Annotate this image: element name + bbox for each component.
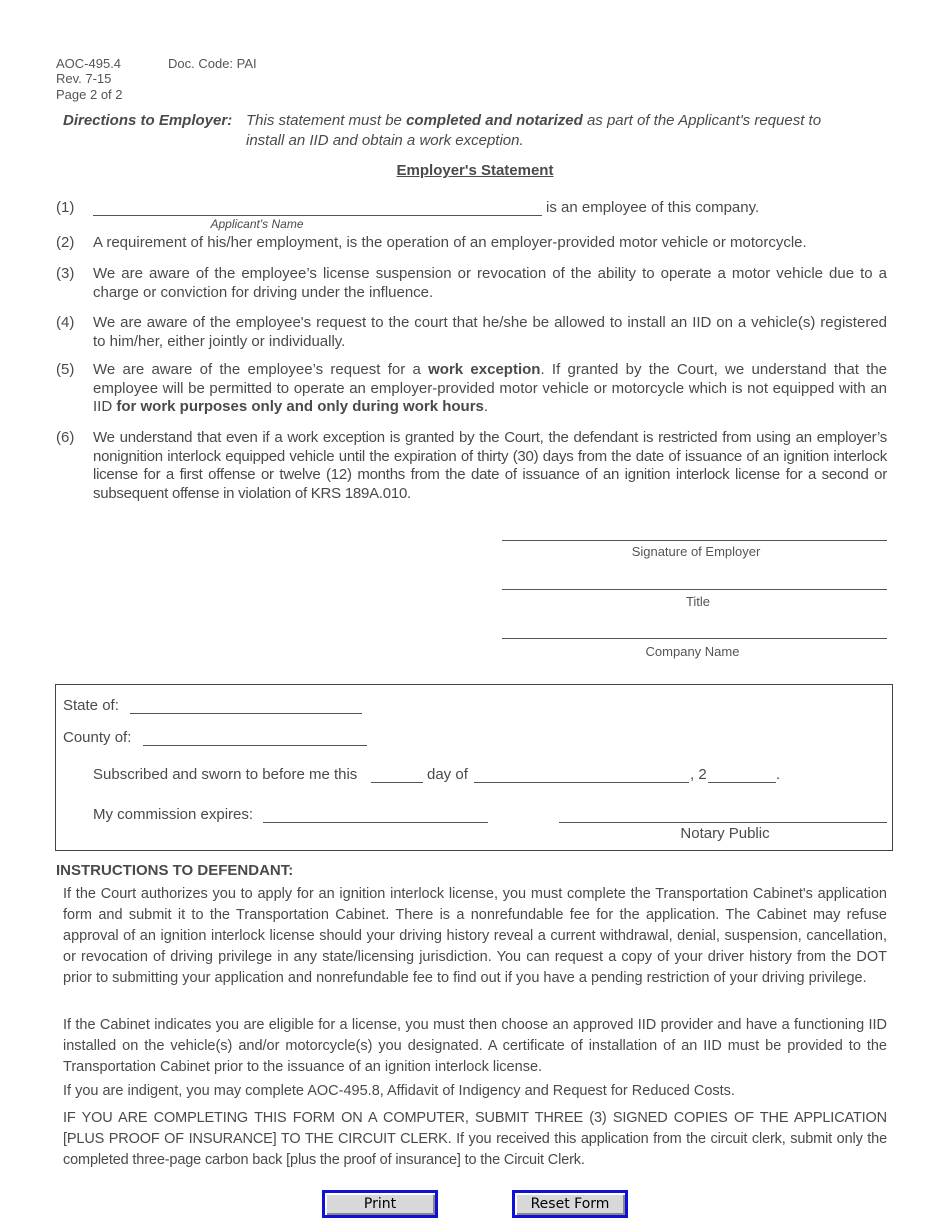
applicant-name-field[interactable] <box>93 215 542 216</box>
state-field[interactable] <box>130 713 362 714</box>
sworn-day-field[interactable] <box>371 782 423 783</box>
item-text: is an employee of this company. <box>546 199 760 216</box>
page-title: Employer's Statement <box>396 162 554 179</box>
county-label: County of: <box>63 729 132 746</box>
employer-signature-caption: Signature of Employer <box>631 544 761 559</box>
directions-label: Directions to Employer: <box>63 112 233 129</box>
instruction-paragraph: If the Court authorizes you to apply for an ignition interlock license, you must complete the Transportation Cabinet's application form and submit it to the Transportation Cabinet. There is a nonrefundable fee for the application. The Cabinet may refuse approval of an ignition interlock license should your driving history reveal a current withdrawal, denial, suspension, cancellation, or revocation of driving privilege in any state/licensing jurisdiction. You can request a copy of your driver history from the DOT prior to submitting your application and nonrefundable fee to find out if you have a pending restriction of your driving privilege. <box>63 886 887 986</box>
item-text: We are aware of the employee’s request for a work exception. If granted by the Court, we understand that the employee will be permitted to operate an employer-provided motor vehicle or motorcycle which is not equipped with an IID for work purposes only and only during work hours. <box>93 361 887 415</box>
instruction-paragraph: IF YOU ARE COMPLETING THIS FORM ON A COMPUTER, SUBMIT THREE (3) SIGNED COPIES OF THE APPLICATION [PLUS PROOF OF INSURANCE] TO THE CIRCUIT CLERK. If you received this application from the circuit clerk, submit only the completed three-page carbon back [plus the proof of insurance] to the Circuit Clerk. <box>63 1110 887 1168</box>
employer-title-field[interactable] <box>502 589 887 590</box>
commission-label: My commission expires: <box>93 806 254 823</box>
reset-form-button[interactable]: Reset Form <box>512 1190 628 1218</box>
sworn-month-field[interactable] <box>474 782 689 783</box>
company-name-field[interactable] <box>502 638 887 639</box>
item-number: (4) <box>56 314 75 331</box>
notary-public-caption: Notary Public <box>680 825 770 842</box>
item-text: We are aware of the employee's request to the court that he/she be allowed to install an IID on a vehicle(s) registered to him/her, either jointly or individually. <box>93 314 887 350</box>
company-name-caption: Company Name <box>645 644 740 659</box>
item-number: (3) <box>56 265 75 282</box>
page-number: Page 2 of 2 <box>56 87 123 102</box>
item-text: We understand that even if a work exception is granted by the Court, the defendant is restricted from using an employer’s nonignition interlock equipped vehicle until the expiration of thirty (30) days from the date of issuance of an ignition interlock license for a first offense or twelve (12) months from the date of issuance of an ignition interlock license for a second or subsequent offense in violation of KRS 189A.010. <box>93 429 887 502</box>
item-number: (5) <box>56 361 75 378</box>
item-number: (2) <box>56 234 75 251</box>
doc-code: Doc. Code: PAI <box>168 56 257 71</box>
sworn-year-prefix: , 2 <box>690 766 707 783</box>
instruction-paragraph: If the Cabinet indicates you are eligible for a license, you must then choose an approved IID provider and have a functioning IID installed on the vehicle(s) and/or motorcycle(s) you designated. A certificate of installation of an IID must be provided to the Transportation Cabinet prior to the issuance of an ignition interlock license. <box>63 1017 887 1075</box>
form-number: AOC-495.4 <box>56 56 122 71</box>
directions-text: This statement must be completed and notarized as part of the Applicant's request to install an IID and obtain a work exception. <box>246 112 822 149</box>
instructions-heading: INSTRUCTIONS TO DEFENDANT: <box>56 862 294 879</box>
commission-expires-field[interactable] <box>263 822 488 823</box>
item-text: We are aware of the employee’s license suspension or revocation of the ability to operate a motor vehicle due to a charge or conviction for driving under the influence. <box>93 265 887 301</box>
print-button[interactable]: Print <box>322 1190 438 1218</box>
item-number: (6) <box>56 429 75 446</box>
sworn-text: Subscribed and sworn to before me this <box>93 766 358 783</box>
notary-signature-field[interactable] <box>559 822 887 823</box>
sworn-day-of: day of <box>427 766 468 783</box>
state-label: State of: <box>63 697 119 714</box>
applicant-name-caption: Applicant's Name <box>210 217 304 231</box>
sworn-year-field[interactable] <box>708 782 776 783</box>
employer-title-caption: Title <box>685 594 711 609</box>
instruction-paragraph: If you are indigent, you may complete AOC-495.8, Affidavit of Indigency and Request for Reduced Costs. <box>63 1083 735 1099</box>
sworn-period: . <box>776 766 781 783</box>
item-number: (1) <box>56 199 75 216</box>
revision: Rev. 7-15 <box>56 71 112 86</box>
county-field[interactable] <box>143 745 367 746</box>
employer-signature-field[interactable] <box>502 540 887 541</box>
item-text: A requirement of his/her employment, is the operation of an employer-provided motor vehicle or motorcycle. <box>93 234 807 251</box>
